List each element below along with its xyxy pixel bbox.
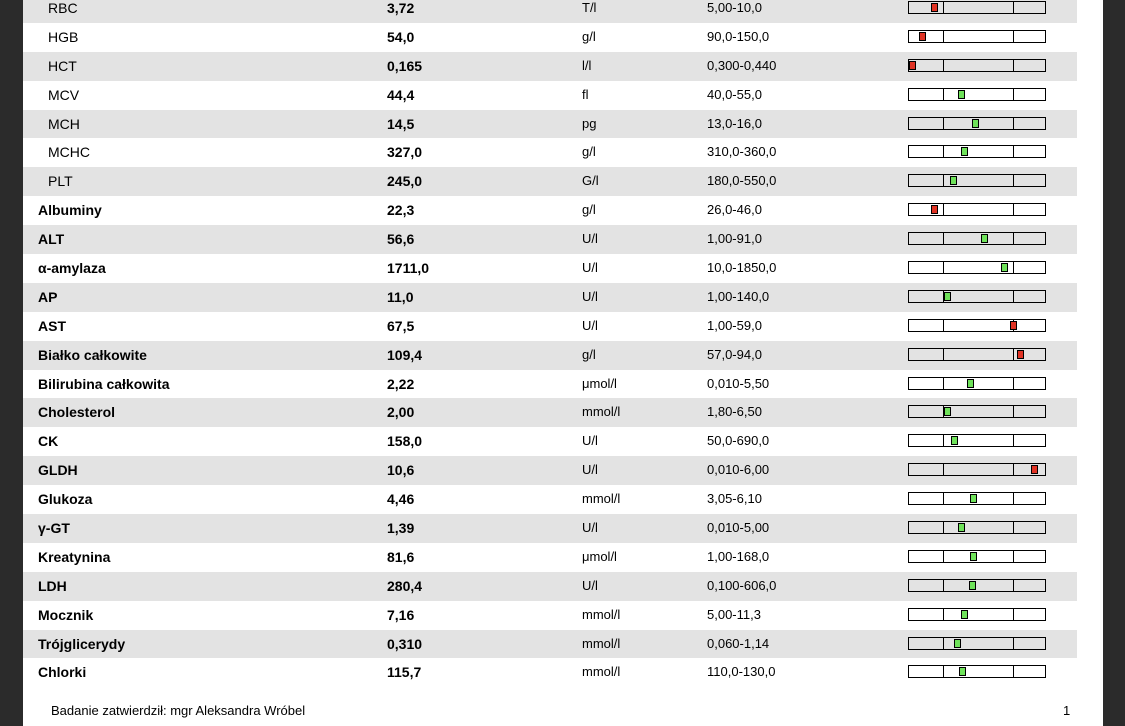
test-unit: g/l xyxy=(582,202,596,218)
range-gauge xyxy=(908,637,1046,650)
test-value: 10,6 xyxy=(387,462,415,479)
test-value: 81,6 xyxy=(387,548,415,565)
range-gauge xyxy=(908,463,1046,476)
test-name: HCT xyxy=(48,57,77,74)
gauge-limit-tick xyxy=(1013,493,1014,504)
test-value: 56,6 xyxy=(387,231,415,248)
test-name: Cholesterol xyxy=(38,404,116,421)
reference-range: 0,010-5,00 xyxy=(707,520,770,536)
range-gauge xyxy=(908,579,1046,592)
reference-range: 5,00-11,3 xyxy=(707,606,761,622)
range-gauge xyxy=(908,174,1046,187)
test-unit: U/l xyxy=(582,520,598,536)
test-name: GLDH xyxy=(38,462,78,479)
results-table xyxy=(23,0,1077,687)
gauge-limit-tick xyxy=(943,60,944,71)
range-gauge xyxy=(908,261,1046,274)
gauge-limit-tick xyxy=(1013,378,1014,389)
test-name: HGB xyxy=(48,28,79,45)
reference-range: 50,0-690,0 xyxy=(707,433,770,449)
gauge-marker xyxy=(967,379,974,388)
gauge-limit-tick xyxy=(1013,118,1014,129)
test-name: RBC xyxy=(48,0,78,16)
test-value: 14,5 xyxy=(387,115,415,132)
gauge-limit-tick xyxy=(943,349,944,360)
reference-range: 10,0-1850,0 xyxy=(707,260,777,276)
test-unit: μmol/l xyxy=(582,548,617,564)
gauge-marker xyxy=(969,581,976,590)
reference-range: 1,00-140,0 xyxy=(707,288,770,304)
test-unit: T/l xyxy=(582,0,597,15)
reference-range: 5,00-10,0 xyxy=(707,0,762,15)
reference-range: 1,80-6,50 xyxy=(707,404,762,420)
reference-range: 3,05-6,10 xyxy=(707,491,762,507)
gauge-limit-tick xyxy=(943,666,944,677)
test-unit: U/l xyxy=(582,577,598,593)
gauge-limit-tick xyxy=(943,89,944,100)
gauge-marker xyxy=(951,436,958,445)
test-unit: pg xyxy=(582,115,597,131)
test-value: 4,46 xyxy=(387,491,415,508)
table-row xyxy=(23,52,1077,81)
test-name: Mocznik xyxy=(38,606,94,623)
reference-range: 0,100-606,0 xyxy=(707,577,777,593)
table-row xyxy=(23,196,1077,225)
gauge-marker xyxy=(961,610,968,619)
gauge-marker xyxy=(931,3,938,12)
table-row xyxy=(23,398,1077,427)
reference-range: 57,0-94,0 xyxy=(707,346,762,362)
gauge-limit-tick xyxy=(943,118,944,129)
test-unit: U/l xyxy=(582,433,598,449)
table-row xyxy=(23,427,1077,456)
test-value: 115,7 xyxy=(387,664,422,681)
gauge-limit-tick xyxy=(1013,666,1014,677)
gauge-limit-tick xyxy=(1013,233,1014,244)
range-gauge xyxy=(908,348,1046,361)
test-unit: U/l xyxy=(582,231,598,247)
test-value: 67,5 xyxy=(387,317,415,334)
range-gauge xyxy=(908,492,1046,505)
gauge-marker xyxy=(1010,321,1017,330)
range-gauge xyxy=(908,30,1046,43)
test-value: 0,310 xyxy=(387,635,423,652)
gauge-limit-tick xyxy=(943,320,944,331)
range-gauge xyxy=(908,145,1046,158)
page-number: 1 xyxy=(1063,703,1071,718)
test-name: α-amylaza xyxy=(38,260,106,277)
test-value: 327,0 xyxy=(387,144,423,161)
test-value: 245,0 xyxy=(387,173,423,190)
test-name: CK xyxy=(38,433,59,450)
test-value: 11,0 xyxy=(387,288,414,305)
gauge-limit-tick xyxy=(943,204,944,215)
reference-range: 1,00-168,0 xyxy=(707,548,770,564)
range-gauge xyxy=(908,405,1046,418)
reference-range: 0,300-0,440 xyxy=(707,57,777,73)
gauge-limit-tick xyxy=(1013,406,1014,417)
range-gauge xyxy=(908,203,1046,216)
reference-range: 1,00-91,0 xyxy=(707,231,762,247)
test-value: 7,16 xyxy=(387,606,415,623)
gauge-marker xyxy=(958,523,965,532)
gauge-limit-tick xyxy=(943,378,944,389)
gauge-marker xyxy=(958,90,965,99)
test-unit: g/l xyxy=(582,144,596,160)
gauge-limit-tick xyxy=(1013,204,1014,215)
gauge-limit-tick xyxy=(943,2,944,13)
gauge-limit-tick xyxy=(1013,638,1014,649)
test-unit: G/l xyxy=(582,173,599,189)
table-row xyxy=(23,167,1077,196)
gauge-marker xyxy=(961,147,968,156)
test-name: LDH xyxy=(38,577,67,594)
test-name: AST xyxy=(38,317,66,334)
test-name: Kreatynina xyxy=(38,548,111,565)
test-unit: l/l xyxy=(582,57,592,73)
table-row xyxy=(23,514,1077,543)
test-unit: μmol/l xyxy=(582,375,617,391)
range-gauge xyxy=(908,290,1046,303)
reference-range: 110,0-130,0 xyxy=(707,664,776,680)
gauge-marker xyxy=(1031,465,1038,474)
gauge-limit-tick xyxy=(1013,464,1014,475)
gauge-limit-tick xyxy=(943,580,944,591)
gauge-limit-tick xyxy=(943,435,944,446)
range-gauge xyxy=(908,434,1046,447)
gauge-marker xyxy=(950,176,957,185)
table-row xyxy=(23,601,1077,630)
test-unit: fl xyxy=(582,86,589,102)
range-gauge xyxy=(908,232,1046,245)
gauge-limit-tick xyxy=(943,609,944,620)
reference-range: 40,0-55,0 xyxy=(707,86,762,102)
test-unit: mmol/l xyxy=(582,491,621,507)
test-unit: g/l xyxy=(582,28,596,44)
range-gauge xyxy=(908,377,1046,390)
range-gauge xyxy=(908,665,1046,678)
range-gauge xyxy=(908,608,1046,621)
table-row xyxy=(23,0,1077,23)
table-row xyxy=(23,138,1077,167)
gauge-marker xyxy=(959,667,966,676)
table-row xyxy=(23,225,1077,254)
table-row xyxy=(23,543,1077,572)
reference-range: 90,0-150,0 xyxy=(707,28,770,44)
gauge-marker xyxy=(931,205,938,214)
test-name: MCV xyxy=(48,86,80,103)
gauge-limit-tick xyxy=(943,233,944,244)
range-gauge xyxy=(908,88,1046,101)
test-unit: mmol/l xyxy=(582,635,621,651)
gauge-limit-tick xyxy=(1013,89,1014,100)
reference-range: 0,010-6,00 xyxy=(707,462,770,478)
test-value: 54,0 xyxy=(387,28,415,45)
test-name: Trójglicerydy xyxy=(38,635,126,652)
range-gauge xyxy=(908,550,1046,563)
reference-range: 310,0-360,0 xyxy=(707,144,777,160)
table-row xyxy=(23,312,1077,341)
reference-range: 180,0-550,0 xyxy=(707,173,777,189)
gauge-limit-tick xyxy=(1013,291,1014,302)
test-unit: U/l xyxy=(582,317,598,333)
gauge-limit-tick xyxy=(1013,580,1014,591)
test-unit: U/l xyxy=(582,260,598,276)
test-name: MCH xyxy=(48,115,80,132)
range-gauge xyxy=(908,521,1046,534)
test-unit: mmol/l xyxy=(582,404,621,420)
gauge-marker xyxy=(970,552,977,561)
test-value: 1,39 xyxy=(387,520,415,537)
test-name: Białko całkowite xyxy=(38,346,147,363)
range-gauge xyxy=(908,1,1046,14)
gauge-limit-tick xyxy=(1013,262,1014,273)
gauge-limit-tick xyxy=(1013,31,1014,42)
test-value: 1711,0 xyxy=(387,260,430,277)
gauge-limit-tick xyxy=(1013,175,1014,186)
gauge-limit-tick xyxy=(1013,551,1014,562)
test-name: MCHC xyxy=(48,144,90,161)
test-unit: g/l xyxy=(582,346,596,362)
test-value: 158,0 xyxy=(387,433,423,450)
gauge-limit-tick xyxy=(1013,2,1014,13)
test-name: γ-GT xyxy=(38,520,70,537)
test-name: AP xyxy=(38,288,58,305)
table-row xyxy=(23,485,1077,514)
reference-range: 13,0-16,0 xyxy=(707,115,762,131)
test-name: ALT xyxy=(38,231,65,248)
test-value: 44,4 xyxy=(387,86,415,103)
gauge-limit-tick xyxy=(943,493,944,504)
gauge-limit-tick xyxy=(943,551,944,562)
test-name: Glukoza xyxy=(38,491,93,508)
range-gauge xyxy=(908,319,1046,332)
reference-range: 0,010-5,50 xyxy=(707,375,770,391)
gauge-marker xyxy=(954,639,961,648)
gauge-limit-tick xyxy=(1013,435,1014,446)
test-value: 109,4 xyxy=(387,346,423,363)
gauge-marker xyxy=(1001,263,1008,272)
table-row xyxy=(23,630,1077,659)
gauge-limit-tick xyxy=(943,175,944,186)
gauge-limit-tick xyxy=(943,146,944,157)
gauge-limit-tick xyxy=(1013,349,1014,360)
test-unit: mmol/l xyxy=(582,664,621,680)
gauge-limit-tick xyxy=(943,522,944,533)
gauge-limit-tick xyxy=(1013,609,1014,620)
gauge-marker xyxy=(1017,350,1024,359)
table-row xyxy=(23,23,1077,52)
table-row xyxy=(23,110,1077,139)
gauge-marker xyxy=(944,292,951,301)
gauge-marker xyxy=(981,234,988,243)
gauge-marker xyxy=(909,61,916,70)
test-unit: U/l xyxy=(582,462,598,478)
table-row xyxy=(23,341,1077,370)
test-value: 2,00 xyxy=(387,404,415,421)
table-row xyxy=(23,456,1077,485)
gauge-limit-tick xyxy=(1013,60,1014,71)
test-value: 0,165 xyxy=(387,57,423,74)
test-unit: U/l xyxy=(582,288,598,304)
gauge-limit-tick xyxy=(943,638,944,649)
test-value: 3,72 xyxy=(387,0,415,16)
table-row xyxy=(23,254,1077,283)
test-value: 22,3 xyxy=(387,202,415,219)
range-gauge xyxy=(908,59,1046,72)
range-gauge xyxy=(908,117,1046,130)
test-value: 2,22 xyxy=(387,375,415,392)
test-name: Bilirubina całkowita xyxy=(38,375,170,392)
gauge-marker xyxy=(944,407,951,416)
test-value: 280,4 xyxy=(387,577,423,594)
gauge-limit-tick xyxy=(943,464,944,475)
gauge-limit-tick xyxy=(943,262,944,273)
gauge-limit-tick xyxy=(1013,522,1014,533)
gauge-limit-tick xyxy=(943,31,944,42)
test-unit: mmol/l xyxy=(582,606,621,622)
test-name: Chlorki xyxy=(38,664,87,681)
table-row xyxy=(23,283,1077,312)
table-row xyxy=(23,572,1077,601)
reference-range: 0,060-1,14 xyxy=(707,635,770,651)
test-name: PLT xyxy=(48,173,73,190)
gauge-limit-tick xyxy=(1013,146,1014,157)
gauge-marker xyxy=(919,32,926,41)
table-row xyxy=(23,81,1077,110)
reference-range: 26,0-46,0 xyxy=(707,202,762,218)
gauge-marker xyxy=(972,119,979,128)
gauge-marker xyxy=(970,494,977,503)
test-name: Albuminy xyxy=(38,202,102,219)
reference-range: 1,00-59,0 xyxy=(707,317,762,333)
approval-note: Badanie zatwierdził: mgr Aleksandra Wróbel xyxy=(51,703,306,718)
table-row xyxy=(23,658,1077,687)
table-row xyxy=(23,370,1077,399)
